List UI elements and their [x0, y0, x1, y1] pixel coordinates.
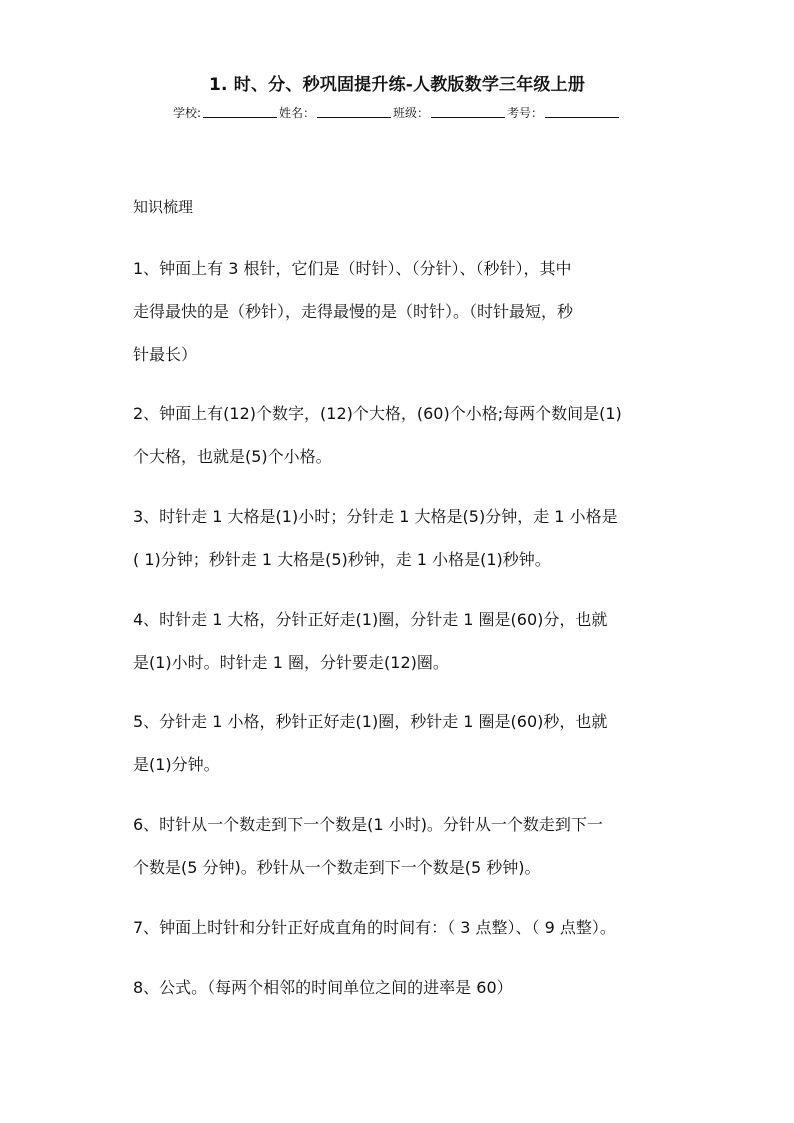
text-line: 1、钟面上有 3 根针，它们是（时针）、（分针）、（秒针），其中	[133, 259, 572, 278]
text-line: 走得最快的是（秒针），走得最慢的是（时针）。（时针最短，秒	[133, 302, 574, 321]
class-blank	[431, 116, 505, 118]
text-line: ( 1)分钟；秒针走 1 大格是(5)秒钟，走 1 小格是(1)秒钟。	[133, 550, 551, 569]
name-label: 姓名：	[279, 106, 316, 120]
text-line: 2、钟面上有(12)个数字，(12)个大格，(60)个小格;每两个数间是(1)	[133, 404, 622, 423]
text-line: 4、时针走 1 大格，分针正好走(1)圈，分针走 1 圈是(60)分，也就	[133, 610, 608, 629]
text-line: 6、时针从一个数走到下一个数是(1 小时)。分针从一个数走到下一	[133, 815, 603, 834]
exam-number-label: 考号：	[507, 106, 544, 120]
section-heading: 知识梳理	[133, 198, 194, 216]
text-line: 是(1)小时。时针走 1 圈，分针要走(12)圈。	[133, 653, 449, 672]
school-label: 学校:	[172, 106, 201, 120]
text-line: 5、分针走 1 小格，秒针正好走(1)圈，秒针走 1 圈是(60)秒，也就	[133, 712, 608, 731]
school-field	[173, 104, 279, 121]
text-line: 个大格，也就是(5)个小格。	[133, 447, 332, 466]
exam-number-blank	[545, 116, 619, 118]
text-line: 针最长）	[133, 345, 198, 364]
document-title: 1. 时、分、秒巩固提升练-人教版数学三年级上册	[208, 75, 586, 95]
class-field	[393, 104, 507, 121]
text-line: 7、钟面上时针和分针正好成直角的时间有：（ 3 点整）、（ 9 点整）。	[133, 918, 616, 937]
text-line: 是(1)分钟。	[133, 755, 220, 774]
name-blank	[317, 116, 391, 118]
text-line: 8、公式。（每两个相邻的时间单位之间的进率是 60）	[133, 978, 513, 997]
text-line: 3、时针走 1 大格是(1)小时；分针走 1 大格是(5)分钟，走 1 小格是	[133, 507, 618, 526]
class-label: 班级：	[393, 106, 430, 120]
text-line: 个数是(5 分钟)。秒针从一个数走到下一个数是(5 秒钟)。	[133, 858, 541, 877]
name-field	[279, 104, 393, 121]
school-blank	[203, 116, 277, 118]
student-info-row	[0, 104, 794, 121]
exam-number-field	[507, 104, 621, 121]
